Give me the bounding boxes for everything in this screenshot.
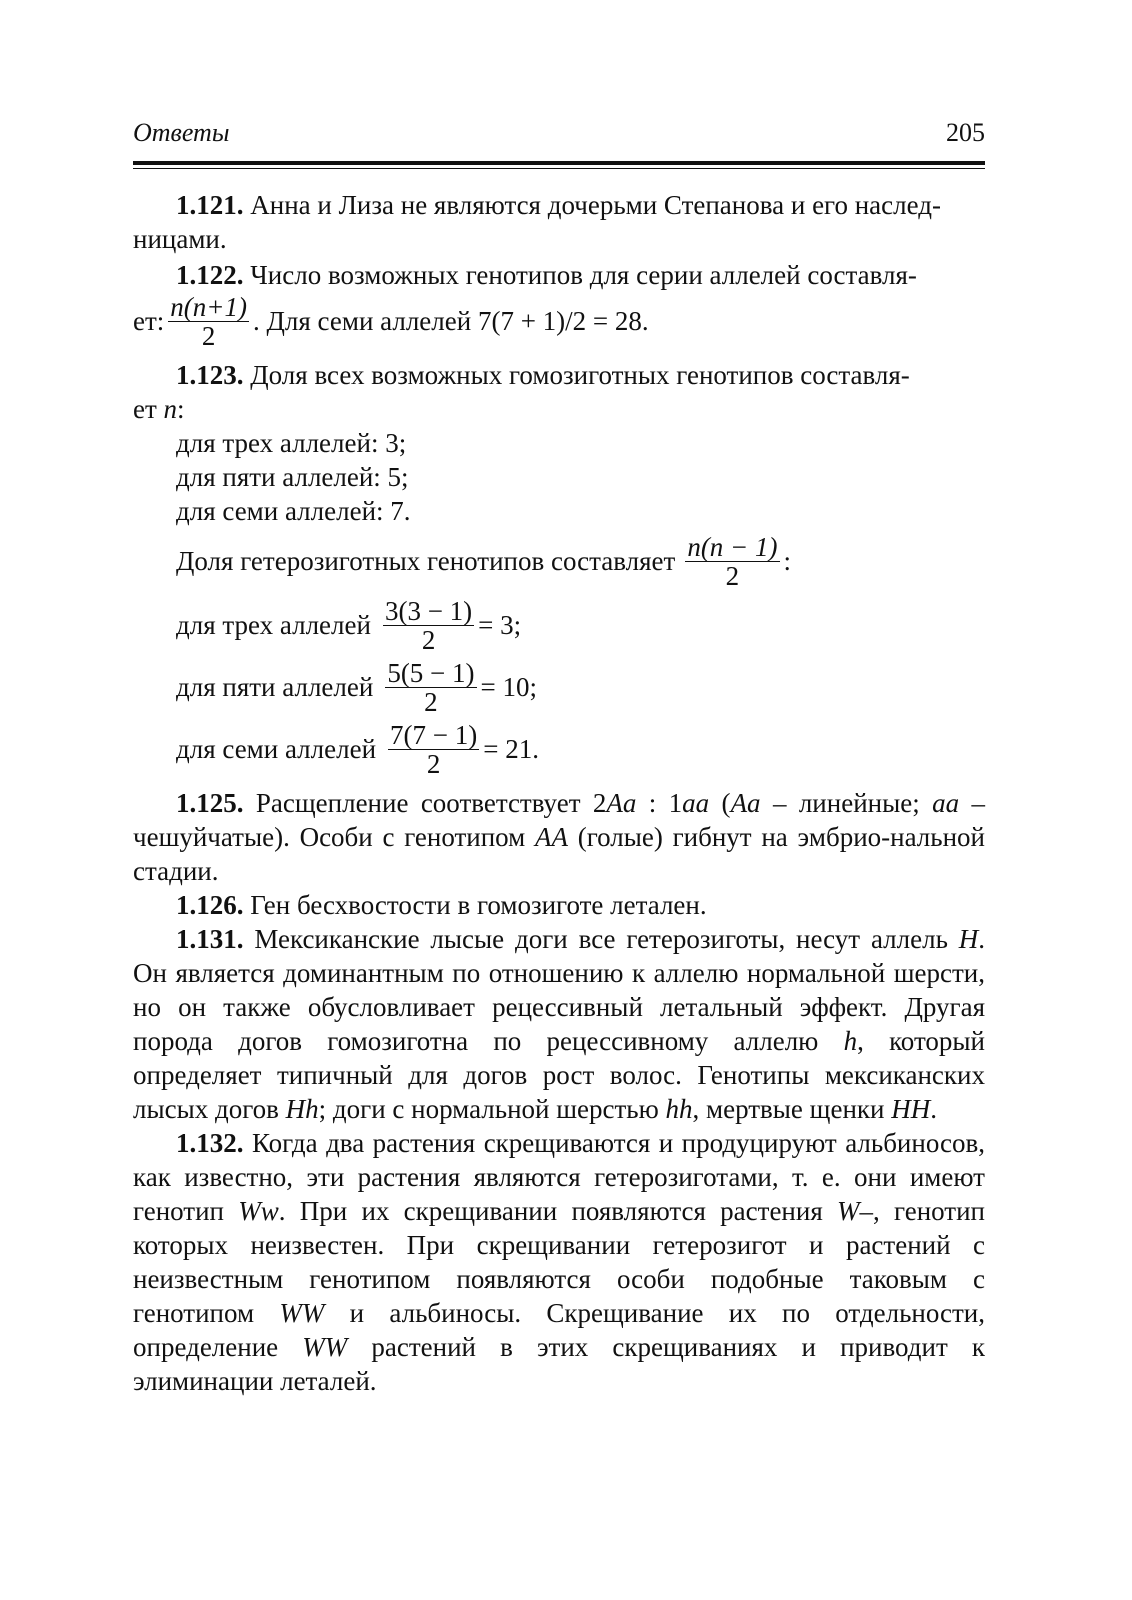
answer-text: = 3; [478, 610, 522, 640]
answer-1-131 [133, 922, 985, 1126]
fraction-denominator: 2 [725, 560, 740, 591]
answer-number: 1.121. [176, 190, 244, 220]
homozygote-line-7: для семи аллелей: 7. [176, 496, 411, 526]
answer-text: , генотип которых неизвестен. При скрещивании гетерозигот и растений с неизвестным генотипом появляются особи подобные таковым с генотипом [133, 1196, 985, 1328]
answer-text: . Он является доминантным по отношению к аллелю нормальной шерсти, но он также обусловливает рецессивный летальный эффект. Другая порода догов гомозиготна по рецессивному аллелю [133, 924, 985, 1056]
genotype: H [958, 924, 979, 954]
answer-number: 1.132. [176, 1128, 244, 1158]
answer-text: = 21. [483, 734, 539, 764]
genotype: W– [837, 1196, 873, 1226]
answer-text: ницами. [133, 224, 227, 254]
answer-text: – линейные; [760, 788, 933, 818]
fraction [383, 597, 474, 654]
answer-1-121-cont [133, 222, 985, 256]
variable: n [163, 394, 178, 424]
answer-text: и альбиносы. Скрещивание их по отдельности, определение [133, 1298, 985, 1362]
genotype: Hh [285, 1094, 319, 1124]
answer-text: = 10; [480, 672, 538, 702]
answer-text: ет [133, 394, 164, 424]
answer-text: Мексиканские лысые доги все гетерозиготы, несут аллель [243, 924, 959, 954]
answer-text: ( [709, 788, 731, 818]
answer-text: Ген бесхвостости в гомозиготе летален. [243, 890, 707, 920]
genotype: h [843, 1026, 858, 1056]
answer-text: ет: [133, 306, 165, 336]
fraction-numerator: 7(7 − 1) [390, 719, 478, 750]
fraction [385, 659, 476, 716]
genotype: Aa [606, 788, 637, 818]
answer-text: : 1 [636, 788, 683, 818]
heterozygote-formula [176, 528, 985, 594]
answer-text: . [930, 1094, 937, 1124]
answer-1-125 [133, 786, 985, 888]
genotype: hh [665, 1094, 693, 1124]
answer-text: растений в этих скрещиваниях и приводит к элиминации леталей. [133, 1332, 985, 1396]
answer-1-132 [133, 1126, 985, 1398]
genotype: WW [279, 1298, 325, 1328]
genotype: Aa [730, 788, 761, 818]
fraction-numerator: n(n+1) [170, 291, 247, 322]
fraction [388, 721, 479, 778]
heterozygote-5 [176, 656, 985, 718]
answer-text: : [177, 394, 185, 424]
answer-number: 1.122. [176, 260, 244, 290]
running-head: Ответы [133, 118, 230, 147]
header-rule-thin [133, 168, 985, 169]
answer-text: ; доги с нормальной шерстью [318, 1094, 666, 1124]
genotype: Ww [238, 1196, 279, 1226]
answer-1-123-cont [133, 392, 985, 426]
answer-text: – чешуйчатые). Особи с генотипом [133, 788, 985, 852]
fraction [168, 293, 249, 350]
answer-1-122-formula [133, 292, 985, 350]
answer-text: для трех аллелей [176, 610, 371, 640]
genotype: WW [302, 1332, 348, 1362]
answer-text: Доля всех возможных гомозиготных генотипов составля- [243, 360, 910, 390]
answer-1-121 [133, 188, 985, 222]
answer-text: : [783, 546, 792, 576]
answer-text: , который определяет типичный для догов рост волос. Генотипы мексиканских лысых догов [133, 1026, 985, 1124]
heterozygote-3 [176, 594, 985, 656]
fraction-denominator: 2 [421, 624, 436, 655]
answer-text: Расщепление соответствует 2 [243, 788, 607, 818]
genotype: aa [932, 788, 960, 818]
answer-number: 1.131. [176, 924, 244, 954]
fraction [685, 533, 779, 590]
answer-text: для семи аллелей [176, 734, 377, 764]
answer-1-123 [133, 358, 985, 392]
header-rule-thick [133, 161, 985, 165]
answer-text: (голые) гибнут на эмбрио-нальной стадии. [133, 822, 985, 886]
answer-1-122 [133, 258, 985, 292]
page-number: 205 [946, 118, 985, 147]
answer-text: Доля гетерозиготных генотипов составляет [176, 546, 676, 576]
genotype: AA [535, 822, 568, 852]
fraction-denominator: 2 [201, 320, 216, 351]
fraction-denominator: 2 [426, 748, 441, 779]
fraction-denominator: 2 [424, 686, 438, 717]
answer-text: Анна и Лиза не являются дочерьми Степанова и его наслед- [243, 190, 941, 220]
homozygote-line-5: для пяти аллелей: 5; [176, 462, 409, 492]
page-header [133, 118, 985, 154]
fraction-numerator: 5(5 − 1) [387, 657, 475, 688]
answer-number: 1.126. [176, 890, 244, 920]
heterozygote-7 [176, 718, 985, 780]
answer-text: Число возможных генотипов для серии аллелей составля- [243, 260, 917, 290]
answer-text: , мертвые щенки [692, 1094, 892, 1124]
genotype: aa [682, 788, 710, 818]
answer-text: для пяти аллелей [176, 672, 374, 702]
page-body [133, 188, 985, 1398]
answer-text: Когда два растения скрещиваются и продуцируют альбиносов, как известно, эти растения являются гетерозиготами, т. е. они имеют генотип [133, 1128, 985, 1226]
fraction-numerator: 3(3 − 1) [384, 595, 473, 626]
genotype: HH [891, 1094, 931, 1124]
answer-text: . Для семи аллелей 7(7 + 1)/2 = 28. [253, 306, 649, 336]
answer-text: . При их скрещивании появляются растения [278, 1196, 837, 1226]
fraction-numerator: n(n − 1) [687, 531, 778, 562]
answer-1-126 [133, 888, 985, 922]
answer-number: 1.125. [176, 788, 244, 818]
answer-number: 1.123. [176, 360, 244, 390]
homozygote-line-3: для трех аллелей: 3; [176, 428, 407, 458]
